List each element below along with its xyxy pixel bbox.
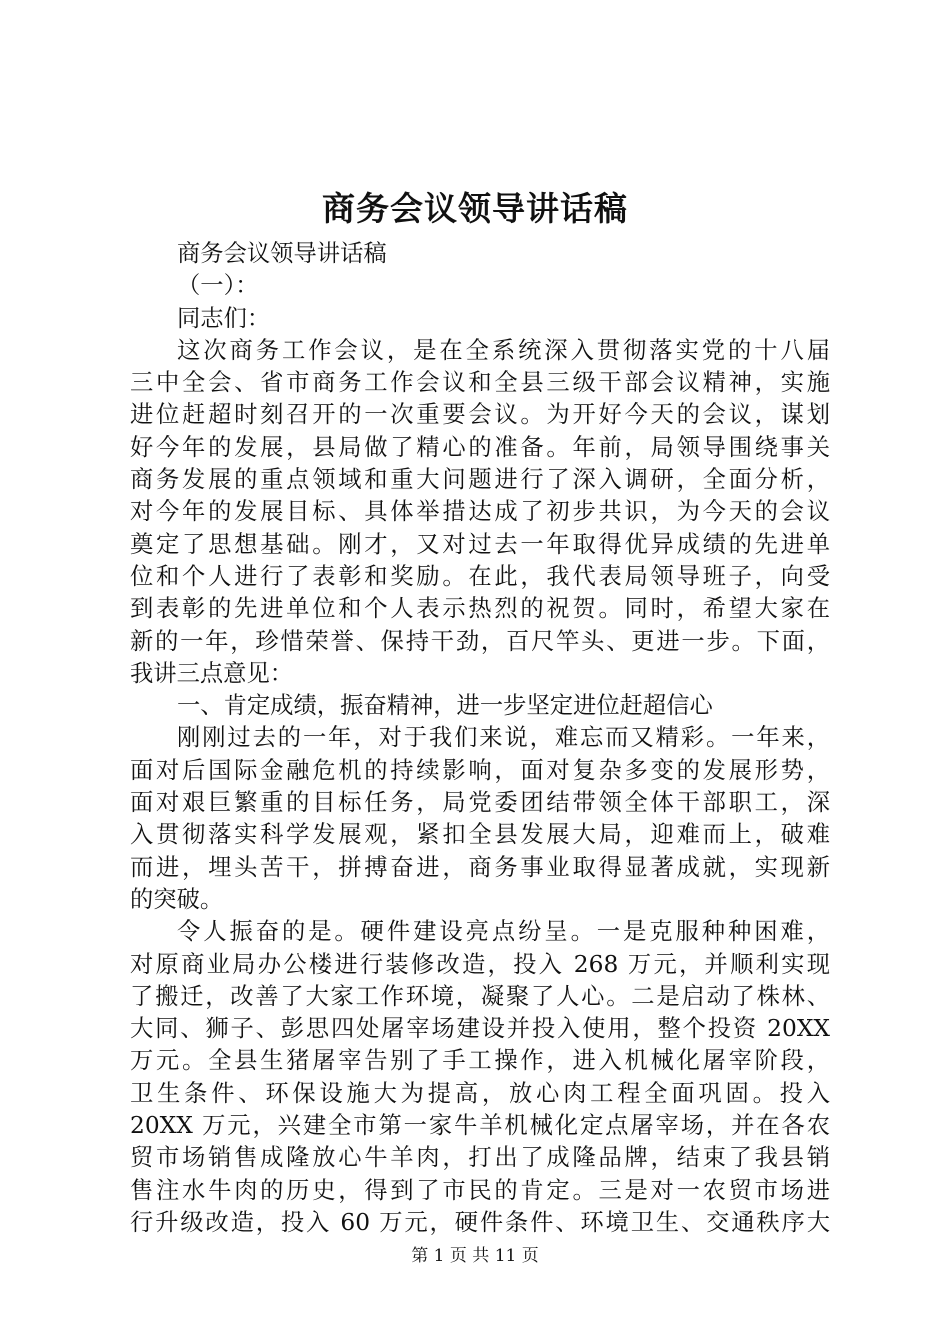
text-line: 万元。全县生猪屠宰告别了手工操作，进入机械化屠宰阶段， [130, 1047, 830, 1075]
text-line: 对原商业局办公楼进行装修改造，投入 268 万元，并顺利实现 [130, 950, 830, 978]
text-line: 售注水牛肉的历史，得到了市民的肯定。三是对一农贸市场进 [130, 1176, 830, 1204]
text-line: 位和个人进行了表彰和奖励。在此，我代表局领导班子，向受 [130, 562, 830, 590]
text-line: 大同、狮子、彭思四处屠宰场建设并投入使用，整个投资 20XX [130, 1015, 830, 1043]
text-line: 三中全会、省市商务工作会议和全县三级干部会议精神，实施 [130, 369, 830, 397]
text-line: 卫生条件、环保设施大为提高，放心肉工程全面巩固。投入 [130, 1079, 830, 1107]
text-line: 我讲三点意见： [130, 659, 294, 687]
text-line: 贸市场销售成隆放心牛羊肉，打出了成隆品牌，结束了我县销 [130, 1144, 830, 1172]
text-line: 进位赶超时刻召开的一次重要会议。为开好今天的会议，谋划 [130, 401, 830, 429]
document-title: 商务会议领导讲话稿 [322, 189, 628, 228]
text-line: 令人振奋的是。硬件建设亮点纷呈。一是克服种种困难， [177, 918, 830, 946]
document-body [130, 238, 830, 1239]
text-line: 奠定了思想基础。刚才，又对过去一年取得优异成绩的先进单 [130, 530, 830, 558]
text-line: 同志们： [177, 304, 271, 332]
text-line: （一）： [177, 272, 259, 300]
text-line: 好今年的发展，县局做了精心的准备。年前，局领导围绕事关 [130, 433, 830, 461]
text-line: 到表彰的先进单位和个人表示热烈的祝贺。同时，希望大家在 [130, 595, 830, 623]
text-line: 这次商务工作会议，是在全系统深入贯彻落实党的十八届 [177, 336, 830, 364]
text-line: 商务发展的重点领域和重大问题进行了深入调研，全面分析， [130, 466, 830, 494]
text-line: 新的一年，珍惜荣誉、保持干劲，百尺竿头、更进一步。下面， [130, 627, 830, 655]
text-line: 面对艰巨繁重的目标任务，局党委团结带领全体干部职工，深 [130, 789, 830, 817]
text-line: 入贯彻落实科学发展观，紧扣全县发展大局，迎难而上，破难 [130, 821, 830, 849]
text-line: 刚刚过去的一年，对于我们来说，难忘而又精彩。一年来， [177, 724, 830, 752]
text-line: 面对后国际金融危机的持续影响，面对复杂多变的发展形势， [130, 756, 830, 784]
text-line: 商务会议领导讲话稿 [177, 240, 387, 267]
page-footer: 第 1 页 共 11 页 [411, 1246, 539, 1266]
text-line: 而进，埋头苦干，拼搏奋进，商务事业取得显著成就，实现新 [130, 853, 830, 881]
text-line: 行升级改造，投入 60 万元，硬件条件、环境卫生、交通秩序大 [130, 1208, 830, 1236]
text-line: 的突破。 [130, 885, 224, 913]
text-line: 20XX 万元，兴建全市第一家牛羊机械化定点屠宰场，并在各农 [130, 1112, 830, 1140]
text-line: 了搬迁，改善了大家工作环境，凝聚了人心。二是启动了株林、 [130, 982, 830, 1010]
text-line: 对今年的发展目标、具体举措达成了初步共识，为今天的会议 [130, 498, 830, 526]
text-line: 一、肯定成绩，振奋精神，进一步坚定进位赶超信心 [177, 692, 713, 720]
